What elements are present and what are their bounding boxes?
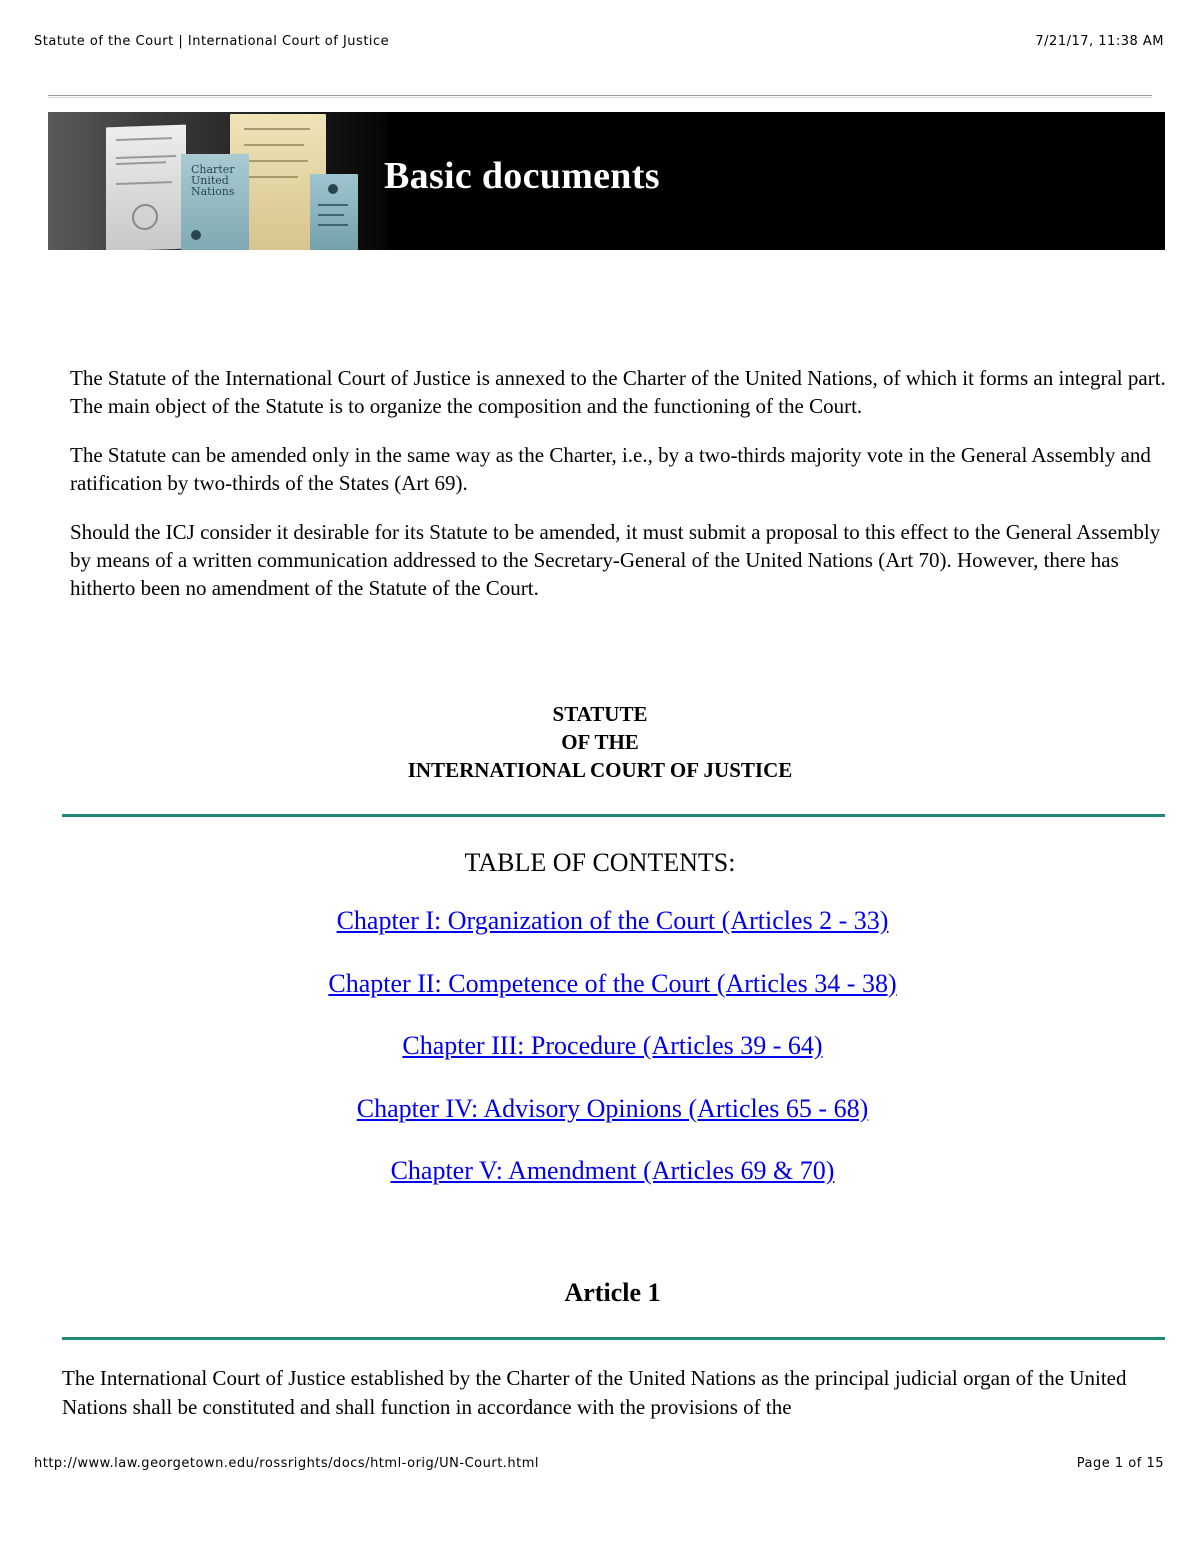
print-header — [34, 34, 1164, 49]
book-cover-charter — [181, 154, 249, 250]
article-1-heading: Article 1 — [564, 1278, 661, 1307]
toc-item — [0, 1156, 1200, 1219]
seal-icon — [132, 204, 158, 231]
toc-item — [0, 1094, 1200, 1157]
print-header-datetime: 7/21/17, 11:38 AM — [1035, 34, 1164, 49]
banner-books-image — [48, 112, 388, 250]
intro-paragraph: Should the ICJ consider it desirable for its Statute to be amended, it must submit a proposal to this effect to the General Assembly by means of a written communication addressed to the Secretary-General of the United Nations (Art 70). However, there has hitherto been no amendment of the Statute of the Court. — [70, 520, 1161, 600]
basic-documents-banner — [48, 112, 1165, 250]
toc-item — [0, 1031, 1200, 1094]
print-footer — [34, 1456, 1164, 1471]
intro-paragraph: The Statute can be amended only in the same way as the Charter, i.e., by a two-thirds majority vote in the General Assembly and ratification by two-thirds of the States (Art 69). — [70, 443, 1151, 495]
book-cover-blue — [310, 174, 358, 250]
statute-title-line: OF THE — [561, 730, 639, 754]
toc-heading: TABLE OF CONTENTS: — [464, 848, 736, 877]
toc-link-chapter-1[interactable]: Chapter I: Organization of the Court (Articles 2 - 33) — [336, 906, 889, 935]
section-divider — [62, 1337, 1165, 1340]
book-cover-white — [106, 125, 186, 250]
intro-section — [70, 364, 1170, 623]
toc-link-chapter-2[interactable]: Chapter II: Competence of the Court (Articles 34 - 38) — [328, 968, 897, 998]
print-footer-url: http://www.law.georgetown.edu/rossrights/docs/html-orig/UN-Court.html — [34, 1456, 540, 1471]
toc-link-chapter-3[interactable]: Chapter III: Procedure (Articles 39 - 64) — [402, 1031, 823, 1060]
print-footer-page: Page 1 of 15 — [1076, 1456, 1164, 1471]
intro-paragraph: The Statute of the International Court of Justice is annexed to the Charter of the United Nations, of which it forms an integral part. The main object of the Statute is to organize the composition and the functioning of the Court. — [70, 366, 1166, 418]
top-divider — [48, 95, 1152, 98]
statute-title — [0, 700, 1200, 784]
un-emblem-icon — [328, 184, 338, 194]
article-1-text: The International Court of Justice established by the Charter of the United Nations as the principal judicial organ of the United Nations shall be constituted and shall function in accordance with the provisions of the — [62, 1366, 1127, 1419]
banner-title: Basic documents — [384, 155, 660, 197]
print-header-title: Statute of the Court | International Court of Justice — [34, 34, 390, 49]
toc-link-chapter-4[interactable]: Chapter IV: Advisory Opinions (Articles 65 - 68) — [356, 1093, 869, 1123]
book-charter-title: Charter United Nations — [191, 163, 235, 198]
toc-item — [0, 906, 1200, 969]
toc-item — [0, 969, 1200, 1032]
toc-list — [0, 906, 1200, 1219]
un-emblem-icon — [191, 230, 201, 240]
section-divider — [62, 814, 1165, 817]
toc-link-chapter-5[interactable]: Chapter V: Amendment (Articles 69 & 70) — [390, 1156, 835, 1185]
statute-title-line: STATUTE — [552, 702, 648, 726]
statute-title-line: INTERNATIONAL COURT OF JUSTICE — [407, 758, 793, 782]
